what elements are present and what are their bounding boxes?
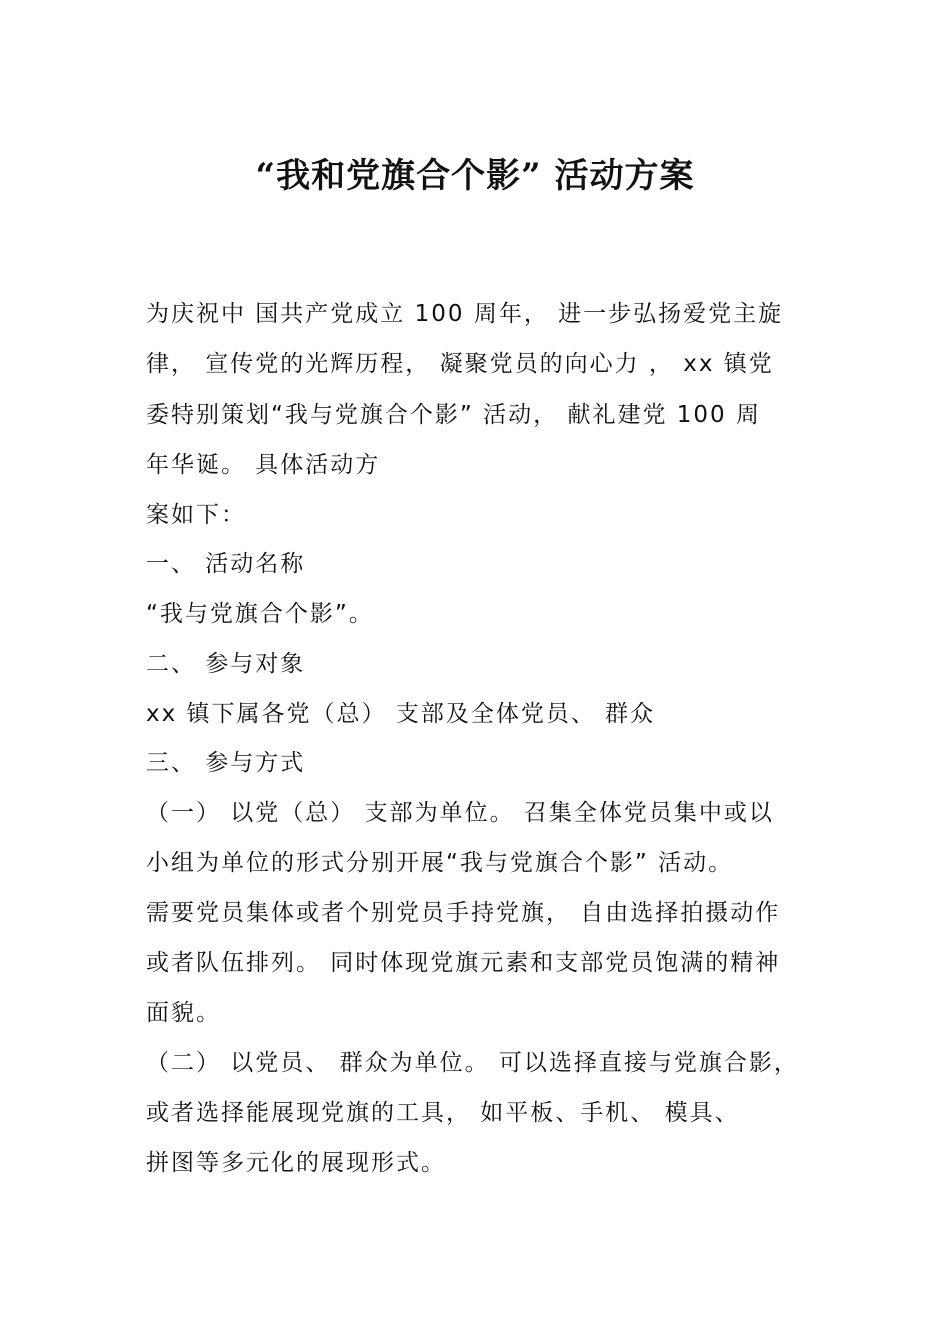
body-line: 小组为单位的形式分别开展“我与党旗合个影” 活动。 — [146, 850, 734, 876]
body-line: 年华诞。 具体活动方 — [146, 452, 381, 478]
body-line: xx 镇下属各党（总） 支部及全体党员、 群众 — [146, 701, 656, 727]
body-line: “我与党旗合个影”。 — [146, 601, 374, 627]
section-heading-2: 二、 参与对象 — [146, 651, 306, 677]
body-line: （一） 以党（总） 支部为单位。 召集全体党员集中或以 — [146, 800, 774, 826]
body-line: 为庆祝中 国共产党成立 100 周年， 进一步弘扬爱党主旋 — [146, 301, 784, 327]
body-line: 需要党员集体或者个别党员手持党旗， 自由选择拍摄动作 — [146, 900, 781, 926]
body-line: 或者队伍排列。 同时体现党旗元素和支部党员饱满的精神 — [146, 950, 781, 976]
body-line: 律， 宣传党的光辉历程， 凝聚党员的向心力 ， xx 镇党 — [146, 351, 774, 377]
body-line: （二） 以党员、 群众为单位。 可以选择直接与党旗合影， — [146, 1050, 799, 1076]
body-line: 委特别策划“我与党旗合个影” 活动， 献礼建党 100 周 — [146, 402, 761, 428]
section-heading-1: 一、 活动名称 — [146, 551, 306, 577]
body-line: 案如下： — [146, 502, 246, 528]
body-line: 或者选择能展现党旗的工具， 如平板、手机、 模具、 — [146, 1100, 740, 1126]
body-line: 面貌。 — [146, 1000, 221, 1026]
section-heading-3: 三、 参与方式 — [146, 750, 306, 776]
body-line: 拼图等多元化的展现形式。 — [146, 1150, 446, 1176]
document-title: “我和党旗合个影” 活动方案 — [255, 156, 695, 196]
